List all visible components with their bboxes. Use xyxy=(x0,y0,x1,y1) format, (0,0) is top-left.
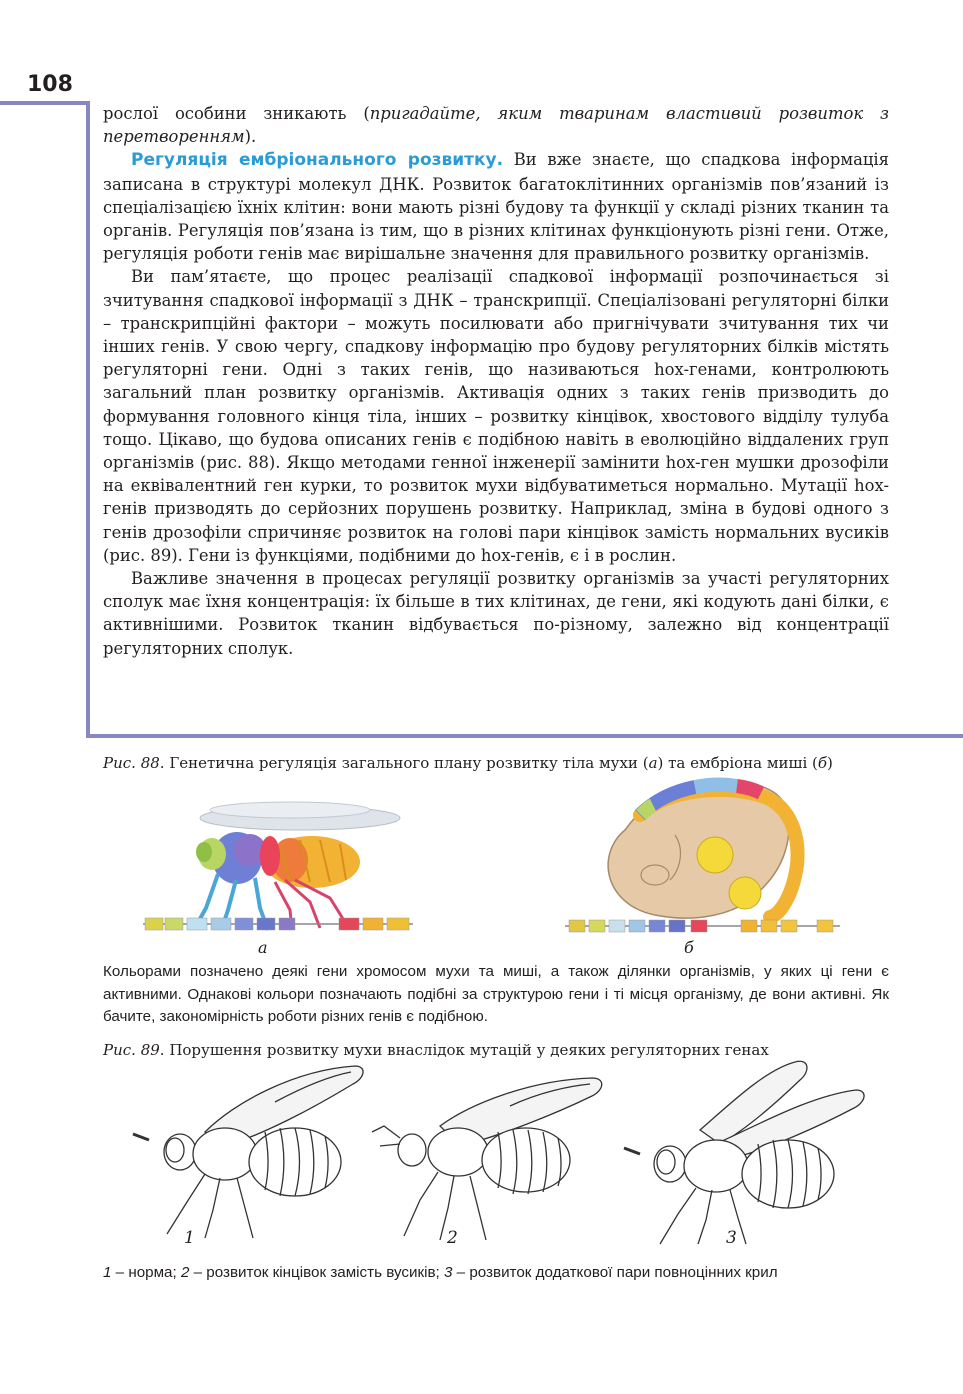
left-rule xyxy=(86,101,90,738)
fig89-num-3: 3 xyxy=(726,1228,737,1248)
fig89-legend: 1 – норма; 2 – розвиток кінцівок замість вусиків; 3 – розвиток додаткової пари повноцінних крил xyxy=(103,1264,778,1281)
paragraph-3: Ви пам’ятаєте, що процес реалізації спадкової інформації розпочинається зі зчитування спадкової інформації з ДНК – транскрипції. Спеціалізовані регуляторні білки – транскрипційні фактори – можуть посилювати або пригнічувати зчитування тих чи інших генів. У свою чергу, спадкову інформацію про будову регуляторних білків містять регуляторні гени. Одні з таких генів, що називаються hox-генами, контролюють загальний план розвитку організмів. Активація одних з таких генів призводить до формування головного кінця тіла, інших – розвитку кінцівок, хвостового відділу тулуба тощо. Цікаво, що будова описаних генів є подібною навіть в еволюційно віддалених груп організмів (рис. 88). Якщо методами генної інженерії замінити hox-ген мушки дрозофіли на еквівалентний ген курки, то розвиток мухи відбуватиметься нормально. Мутації hox-генів призводять до серйозних порушень розвитку. Наприклад, зміна в будові одного з генів дрозофіли спричиняє розвиток на голові пари кінцівок замість нормальних вусиків (рис. 89). Гени із функціями, подібними до hox-генів, є і в рослин. xyxy=(103,267,889,565)
fig89-caption: Рис. 89. Порушення розвитку мухи внаслідок мутацій у деяких регуляторних генах xyxy=(103,1041,769,1059)
fig89-num-2: 2 xyxy=(447,1228,458,1248)
bottom-rule xyxy=(86,734,963,738)
fig88-panel-b-label: б xyxy=(684,938,694,957)
top-rule xyxy=(0,101,90,105)
fly-normal-drawing xyxy=(125,1062,370,1242)
paragraph-2: Регуляція ембріонального розвитку. Ви вже знаєте, що спадкова інформація записана в структурі молекул ДНК. Розвиток багатоклітинних організмів пов’язаний із спеціалізацією їхніх клітин: вони мають різні будову та функції у складі різних тканин та органів. Регуляція пов’язана із тим, що в різних клітинах функціонують різні гени. Отже, регуляція роботи генів має вирішальне значення для правильного розвитку організмів. xyxy=(103,150,890,264)
fig89-num-1: 1 xyxy=(184,1228,195,1248)
fly-gene-bar xyxy=(143,916,413,932)
fig88-explanation: Кольорами позначено деякі гени хромосом мухи та миші, а також ділянки організмів, у яких ці гени є активними. Однакові кольори позначають подібні за структурою гени і ті місця організму, де вони активні. Як бачите, закономірність роботи різних генів є подібною. xyxy=(103,963,889,1025)
page-number: 108 xyxy=(27,72,73,97)
fly-extra-wings-drawing xyxy=(620,1060,870,1245)
fig88-panel-a-label: а xyxy=(258,938,268,957)
paragraph-1: рослої особини зникають (пригадайте, яким тваринам властивий розвиток з перетворенням). xyxy=(103,104,889,147)
section-heading: Регуляція ембріонального розвитку. xyxy=(131,150,504,171)
paragraph-4: Важливе значення в процесах регуляції розвитку організмів за участі регуляторних сполук має їхня концентрація: їх більше в тих клітинах, де гени, які кодують дані білки, є активнішими. Розвиток тканин відбувається по-різному, залежно від концентрації регуляторних сполук. xyxy=(103,569,889,658)
mouse-gene-bar xyxy=(565,918,840,934)
fig88-caption: Рис. 88. Генетична регуляція загального плану розвитку тіла мухи (а) та ембріона миші (б) xyxy=(103,754,833,772)
body-text xyxy=(103,102,889,660)
fly-mutant-legs-drawing xyxy=(370,1076,615,1246)
mouse-embryo-illustration xyxy=(585,775,835,925)
